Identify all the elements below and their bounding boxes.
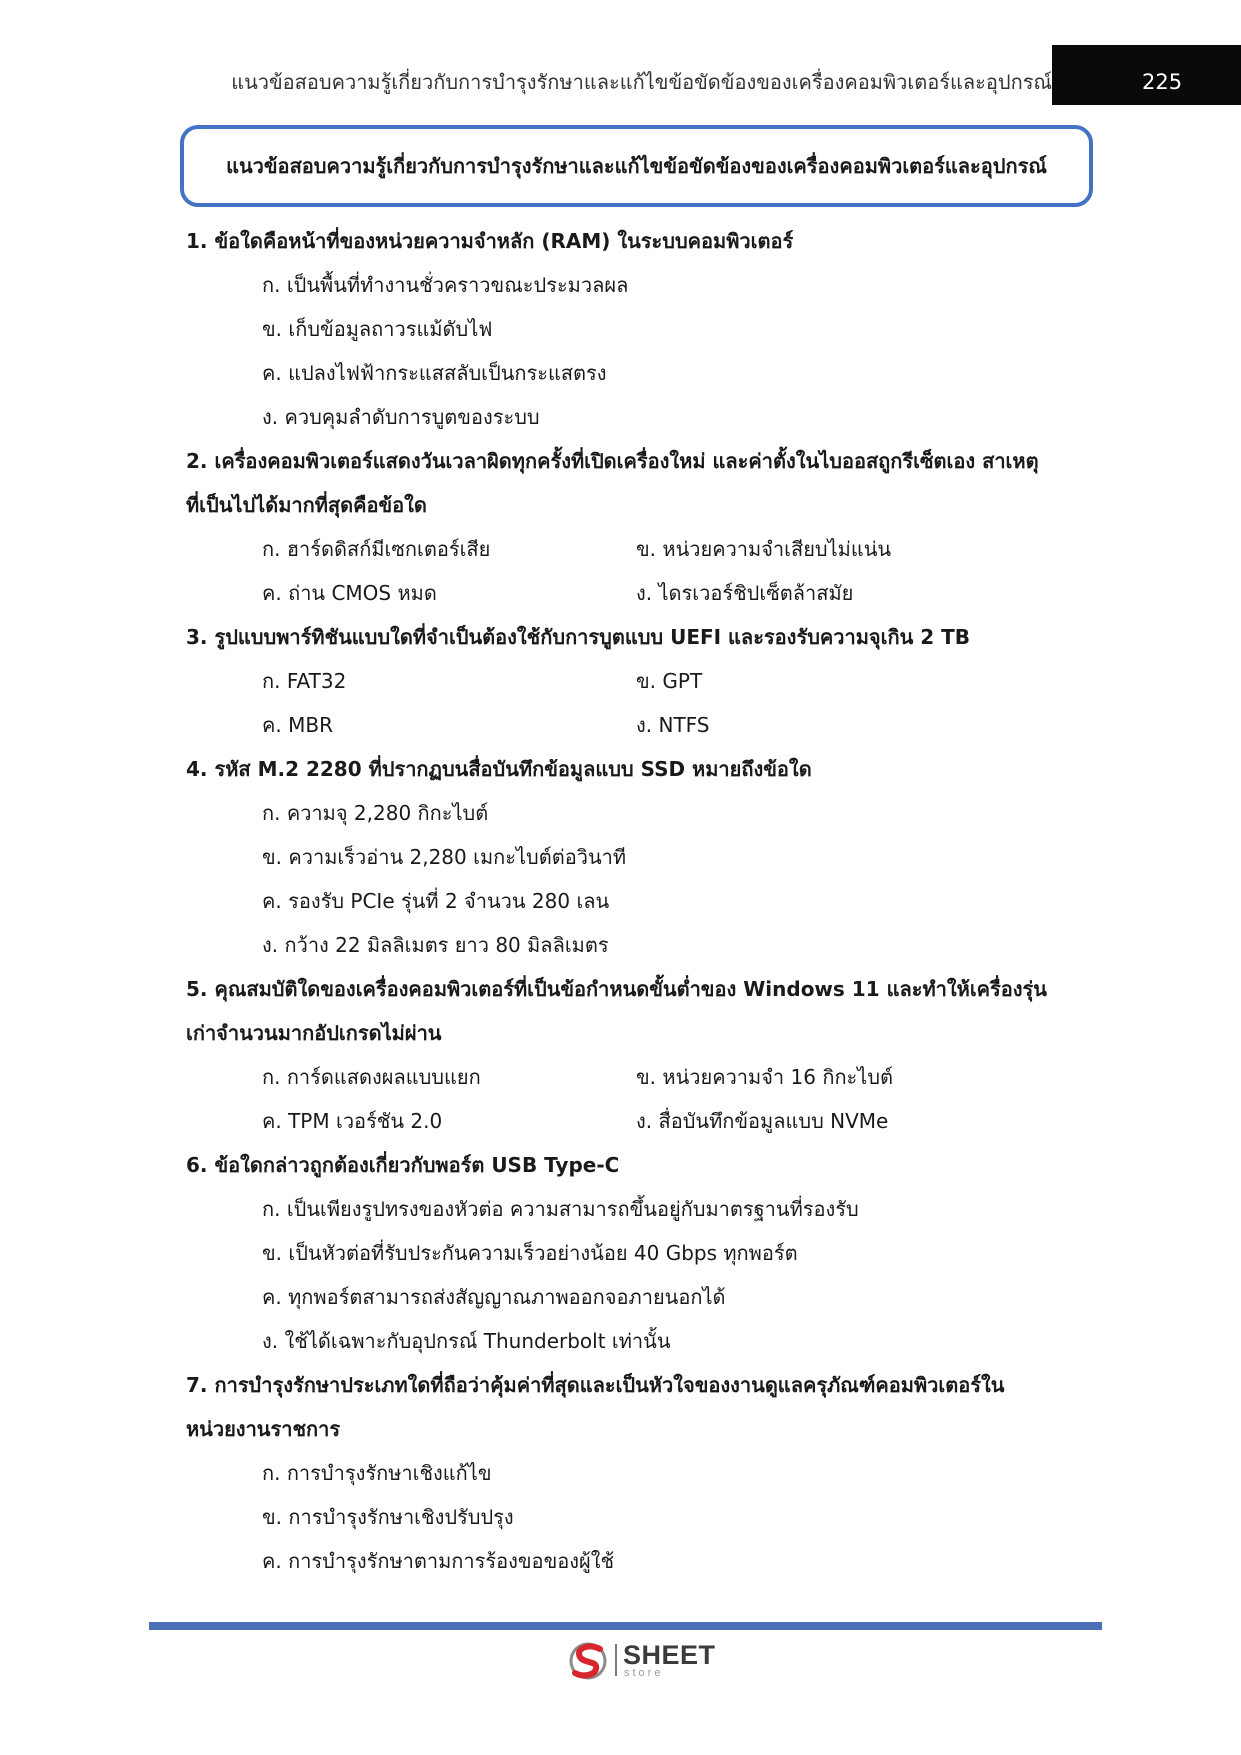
question-2-option-a: ก. ฮาร์ดดิสก์มีเซกเตอร์เสีย xyxy=(262,537,491,561)
running-header-title: แนวข้อสอบความรู้เกี่ยวกับการบำรุงรักษาและแก้ไขข้อขัดข้องของเครื่องคอมพิวเตอร์และอุปกรณ์ xyxy=(231,70,1052,94)
question-7-stem-line-1: 7. การบำรุงรักษาประเภทใดที่ถือว่าคุ้มค่าที่สุดและเป็นหัวใจของงานดูแลครุภัณฑ์คอมพิวเตอร์ใน xyxy=(186,1373,1005,1397)
question-3-option-b: ข. GPT xyxy=(636,669,703,693)
question-2-options-row-2 xyxy=(186,573,1106,617)
question-5-option-b: ข. หน่วยความจำ 16 กิกะไบต์ xyxy=(636,1065,894,1089)
question-3-options-row-2 xyxy=(186,705,1106,749)
question-5-option-d: ง. สื่อบันทึกข้อมูลแบบ NVMe xyxy=(636,1109,889,1133)
question-2-options-row-1 xyxy=(186,529,1106,573)
question-3-stem: 3. รูปแบบพาร์ทิชันแบบใดที่จำเป็นต้องใช้กับการบูตแบบ UEFI และรองรับความจุเกิน 2 TB xyxy=(186,625,970,649)
question-1-option-d: ง. ควบคุมลำดับการบูตของระบบ xyxy=(262,405,540,429)
question-4-option-a: ก. ความจุ 2,280 กิกะไบต์ xyxy=(262,801,489,825)
section-title-box xyxy=(180,125,1093,207)
sheet-store-emblem-icon xyxy=(566,1640,612,1680)
question-6-option-c: ค. ทุกพอร์ตสามารถส่งสัญญาณภาพออกจอภายนอกได้ xyxy=(262,1285,726,1309)
question-5-stem-line-1: 5. คุณสมบัติใดของเครื่องคอมพิวเตอร์ที่เป็นข้อกำหนดขั้นต่ำของ Windows 11 และทำให้เครื่องรุ่น xyxy=(186,977,1047,1001)
page-number: 225 xyxy=(1142,70,1183,94)
question-6-option-d: ง. ใช้ได้เฉพาะกับอุปกรณ์ Thunderbolt เท่านั้น xyxy=(262,1329,671,1353)
logo-divider xyxy=(615,1644,617,1676)
footer-rule xyxy=(149,1622,1102,1630)
running-header xyxy=(0,66,1052,102)
question-1-option-a: ก. เป็นพื้นที่ทำงานชั่วคราวขณะประมวลผล xyxy=(262,273,629,297)
question-5-option-c: ค. TPM เวอร์ชัน 2.0 xyxy=(262,1109,443,1133)
question-3-option-a: ก. FAT32 xyxy=(262,669,347,693)
question-2-stem-line-2: ที่เป็นไปได้มากที่สุดคือข้อใด xyxy=(186,493,427,517)
question-7-option-c: ค. การบำรุงรักษาตามการร้องขอของผู้ใช้ xyxy=(262,1549,615,1573)
question-1-stem: 1. ข้อใดคือหน้าที่ของหน่วยความจำหลัก (RAM) ในระบบคอมพิวเตอร์ xyxy=(186,229,794,253)
question-1-option-c: ค. แปลงไฟฟ้ากระแสสลับเป็นกระแสตรง xyxy=(262,361,607,385)
question-4-stem: 4. รหัส M.2 2280 ที่ปรากฏบนสื่อบันทึกข้อมูลแบบ SSD หมายถึงข้อใด xyxy=(186,757,812,781)
question-list xyxy=(186,221,1106,1585)
question-7-option-a: ก. การบำรุงรักษาเชิงแก้ไข xyxy=(262,1461,492,1485)
logo-subtext: store xyxy=(624,1667,664,1679)
question-3-option-c: ค. MBR xyxy=(262,713,333,737)
question-7-option-b: ข. การบำรุงรักษาเชิงปรับปรุง xyxy=(262,1505,514,1529)
question-5-options-row-2 xyxy=(186,1101,1106,1145)
sheet-store-logo xyxy=(566,1640,726,1680)
question-5-options-row-1 xyxy=(186,1057,1106,1101)
question-2-option-d: ง. ไดรเวอร์ชิปเซ็ตล้าสมัย xyxy=(636,581,854,605)
question-1-option-b: ข. เก็บข้อมูลถาวรแม้ดับไฟ xyxy=(262,317,493,341)
question-3-option-d: ง. NTFS xyxy=(636,713,710,737)
question-2-stem-line-1: 2. เครื่องคอมพิวเตอร์แสดงวันเวลาผิดทุกครั้งที่เปิดเครื่องใหม่ และค่าตั้งในไบออสถูกรีเซ็ตเอง สาเหตุ xyxy=(186,449,1039,473)
question-4-option-b: ข. ความเร็วอ่าน 2,280 เมกะไบต์ต่อวินาที xyxy=(262,845,627,869)
question-6-option-b: ข. เป็นหัวต่อที่รับประกันความเร็วอย่างน้อย 40 Gbps ทุกพอร์ต xyxy=(262,1241,798,1265)
question-2-option-c: ค. ถ่าน CMOS หมด xyxy=(262,581,437,605)
logo-wordmark: SHEET xyxy=(623,1640,716,1670)
question-6-stem: 6. ข้อใดกล่าวถูกต้องเกี่ยวกับพอร์ต USB Type-C xyxy=(186,1153,620,1177)
question-5-option-a: ก. การ์ดแสดงผลแบบแยก xyxy=(262,1065,481,1089)
question-3-options-row-1 xyxy=(186,661,1106,705)
section-title: แนวข้อสอบความรู้เกี่ยวกับการบำรุงรักษาและแก้ไขข้อขัดข้องของเครื่องคอมพิวเตอร์และอุปกรณ์ xyxy=(226,154,1047,178)
question-6-option-a: ก. เป็นเพียงรูปทรงของหัวต่อ ความสามารถขึ้นอยู่กับมาตรฐานที่รองรับ xyxy=(262,1197,859,1221)
question-4-option-d: ง. กว้าง 22 มิลลิเมตร ยาว 80 มิลลิเมตร xyxy=(262,933,609,957)
question-5-stem-line-2: เก่าจำนวนมากอัปเกรดไม่ผ่าน xyxy=(186,1021,442,1045)
question-2-option-b: ข. หน่วยความจำเสียบไม่แน่น xyxy=(636,537,892,561)
question-4-option-c: ค. รองรับ PCIe รุ่นที่ 2 จำนวน 280 เลน xyxy=(262,889,610,913)
question-7-stem-line-2: หน่วยงานราชการ xyxy=(186,1417,341,1441)
